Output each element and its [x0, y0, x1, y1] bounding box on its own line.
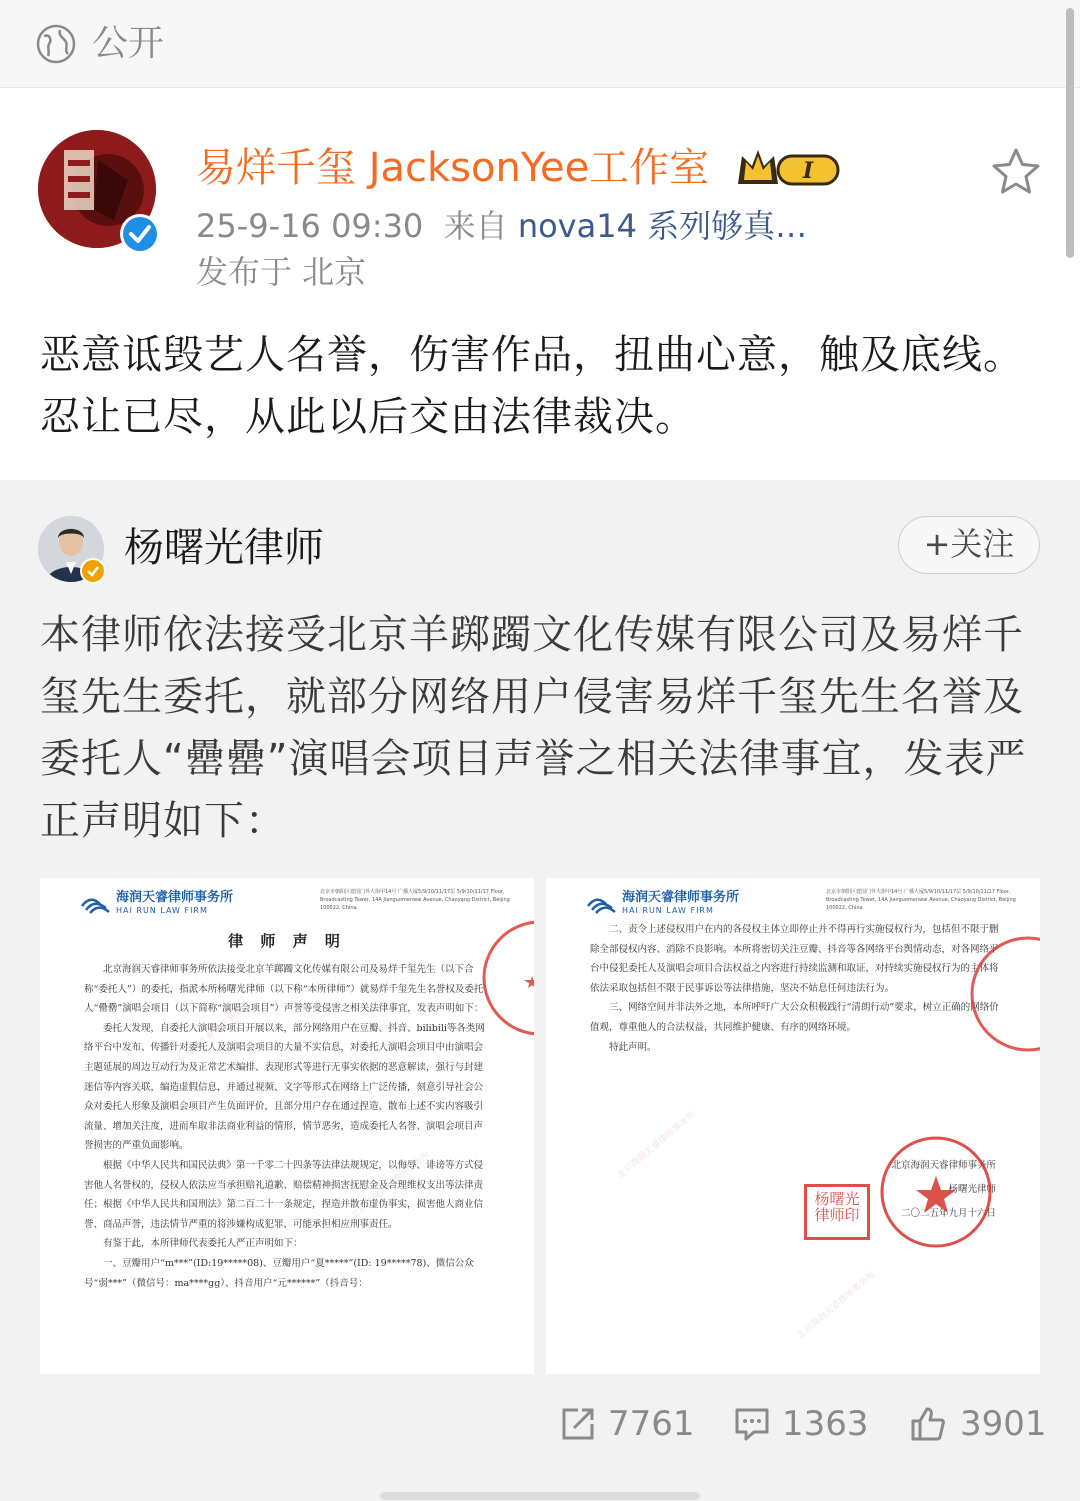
firm-logo-icon — [80, 892, 110, 914]
like-icon — [910, 1406, 946, 1442]
home-indicator[interactable] — [380, 1492, 700, 1500]
favorite-star-icon[interactable] — [990, 146, 1042, 198]
repost-icon — [560, 1406, 596, 1442]
watermark: 北京海润天睿律师事务所 — [615, 1109, 698, 1182]
comment-count: 1363 — [782, 1404, 869, 1444]
firm-name: 海润天睿律师事务所 — [622, 890, 740, 905]
repost-text: 本律师依法接受北京羊踯躅文化传媒有限公司及易烊千玺先生委托，就部分网络用户侵害易烊千玺先生名誉及委托人“罍罍”演唱会项目声誉之相关法律事宜，发表严正声明如下： — [40, 612, 1027, 844]
firm-name-en: HAI RUN LAW FIRM — [622, 906, 714, 915]
globe-icon — [36, 24, 76, 64]
member-crown-icon[interactable] — [734, 144, 844, 192]
post-source[interactable]: nova14 系列够真… — [517, 207, 808, 245]
red-seal-partial — [480, 918, 534, 1038]
signature-firm: 北京海润天睿律师事务所 — [891, 1160, 996, 1171]
firm-address: 北京市朝阳区建国门外大街甲14号 广播大厦5/9/10/11/17层 5/9/10/11/17 Floor, Broadcasting Tower, 14A Jianguomenwai Avenue, Chaoyang District, Beijing 100022, China — [320, 889, 510, 911]
post-time: 25-9-16 09:30 — [196, 207, 424, 245]
statement-image-page-2[interactable] — [546, 878, 1040, 1374]
firm-name: 海润天睿律师事务所 — [116, 890, 234, 905]
doc-paragraph: 特此声明。 — [609, 1041, 657, 1053]
verified-badge-icon — [120, 214, 160, 254]
watermark: 北京海润天睿律师事务所 — [169, 999, 252, 1072]
firm-round-seal — [876, 1132, 996, 1252]
watermark: 北京海润天睿律师事务所 — [349, 1149, 432, 1222]
firm-logo-icon — [586, 892, 616, 914]
lawyer-square-seal: 杨曙光律师印 — [804, 1184, 870, 1240]
doc-paragraph: 北京海润天睿律师事务所依法接受北京羊踯躅文化传媒有限公司及易烊千玺先生（以下合称“委托人”）的委托，指派本所杨曙光律师（以下称“本所律师”）就易烊千玺先生名誉权及委托人“罍罍”演唱会项目（以下简称“演唱会项目”）声誉等受侵害之相关法律事宜，发表声明如下： — [84, 964, 484, 1015]
doc-paragraph: 一、豆瓣用户“m***”(ID:19*****08)、豆瓣用户“夏*****”(ID: 19*****78)、微信公众号“弱***”（微信号：ma****gg）、抖音用户“元******”（抖音号： — [84, 1257, 474, 1289]
like-count: 3901 — [960, 1404, 1047, 1444]
document-body-page-2 — [590, 920, 1004, 1057]
member-badge-level: I — [802, 158, 814, 184]
firm-name-en: HAI RUN LAW FIRM — [116, 906, 208, 915]
post-author-header — [0, 88, 1080, 298]
statement-image-page-1[interactable] — [40, 878, 534, 1374]
source-prefix: 来自 — [443, 207, 508, 245]
document-title: 律 师 声 明 — [228, 932, 346, 950]
firm-address: 北京市朝阳区建国门外大街甲14号 广播大厦5/9/10/11/17层 5/9/10/11/17 Floor, Broadcasting Tower, 14A Jianguomenwai Avenue, Chaoyang District, Beijing 100022, China — [826, 889, 1016, 911]
repost-author-name[interactable]: 杨曙光律师 — [124, 525, 324, 571]
comment-action[interactable] — [734, 1394, 874, 1454]
document-body-page-1 — [84, 960, 492, 1293]
author-name[interactable]: 易烊千玺 JacksonYee工作室 — [196, 145, 710, 191]
visibility-bar — [0, 0, 1080, 88]
doc-paragraph: 有鉴于此，本所律师代表委托人严正声明如下： — [103, 1238, 303, 1250]
repost-action[interactable] — [560, 1394, 700, 1454]
post-location: 发布于 北京 — [196, 253, 367, 291]
follow-button[interactable]: +关注 — [898, 516, 1040, 574]
repost-count: 7761 — [608, 1404, 695, 1444]
doc-paragraph: 根据《中华人民共和国民法典》第一千零二十四条等法律法规规定，以侮辱、诽谤等方式侵害他人名誉权的，侵权人依法应当承担赔礼道歉、赔偿精神损害抚慰金及合理维权支出等法律责任；根据《中华人民共和国刑法》第二百二十一条规定，捏造并散布虚伪事实，损害他人商业信誉、商品声誉，违法情节严重的将涉嫌构成犯罪，可能承担相应刑事责任。 — [84, 1159, 484, 1230]
watermark: 北京海润天睿律师事务所 — [795, 1269, 878, 1342]
doc-paragraph: 委托人发现，自委托人演唱会项目开展以来，部分网络用户在豆瓣、抖音、bilibili等各类网络平台中发布、传播针对委托人及演唱会项目的大量不实信息，对委托人演唱会项目中由演唱会主题延展的周边互动行为及正常艺术编排、表现形式等进行无事实依据的恶意解读，强行与封建迷信等内容关联，编造虚假信息，并通过视频、文字等形式在网络上广泛传播，刻意引导社会公众对委托人形象及演唱会项目产生负面评价，且部分用户存在通过捏造、散布上述不实内容吸引流量、增加关注度，进而牟取非法商业利益的情形，情节恶劣，造成委托人名誉、演唱会项目声誉损害的严重负面影响。 — [84, 1022, 485, 1152]
post-meta — [196, 204, 807, 248]
visibility-label: 公开 — [92, 23, 165, 64]
signature-date: 二〇二五年九月十六日 — [900, 1208, 996, 1219]
comment-icon — [734, 1406, 770, 1442]
signature-lawyer: 杨曙光律师 — [948, 1184, 996, 1195]
doc-paragraph: 三、网络空间并非法外之地，本所呼吁广大公众积极践行“清朗行动”要求，树立正确的网络价值观，尊重他人的合法权益，共同维护健康、有序的网络环境。 — [590, 1002, 999, 1033]
doc-paragraph: 二、责令上述侵权用户在内的各侵权主体立即停止并不得再行实施侵权行为，包括但不限于删除全部侵权内容、消除不良影响。本所将密切关注豆瓣、抖音等各网络平台舆情动态，对各网络平台中侵犯委托人及演唱会项目合法权益之内容进行持续监测和取证，对持续实施侵权行为的主体将依法采取包括但不限于民事诉讼等法律措施，坚决不姑息任何违法行为。 — [590, 924, 999, 994]
like-action[interactable] — [910, 1394, 1050, 1454]
repost-author-badge-icon — [80, 558, 106, 584]
red-seal-partial-2 — [966, 932, 1040, 1056]
reposted-weibo[interactable] — [0, 480, 1080, 1501]
post-text: 恶意诋毁艺人名誉，伤害作品，扭曲心意，触及底线。忍让已尽，从此以后交由法律裁决。 — [40, 332, 1024, 440]
